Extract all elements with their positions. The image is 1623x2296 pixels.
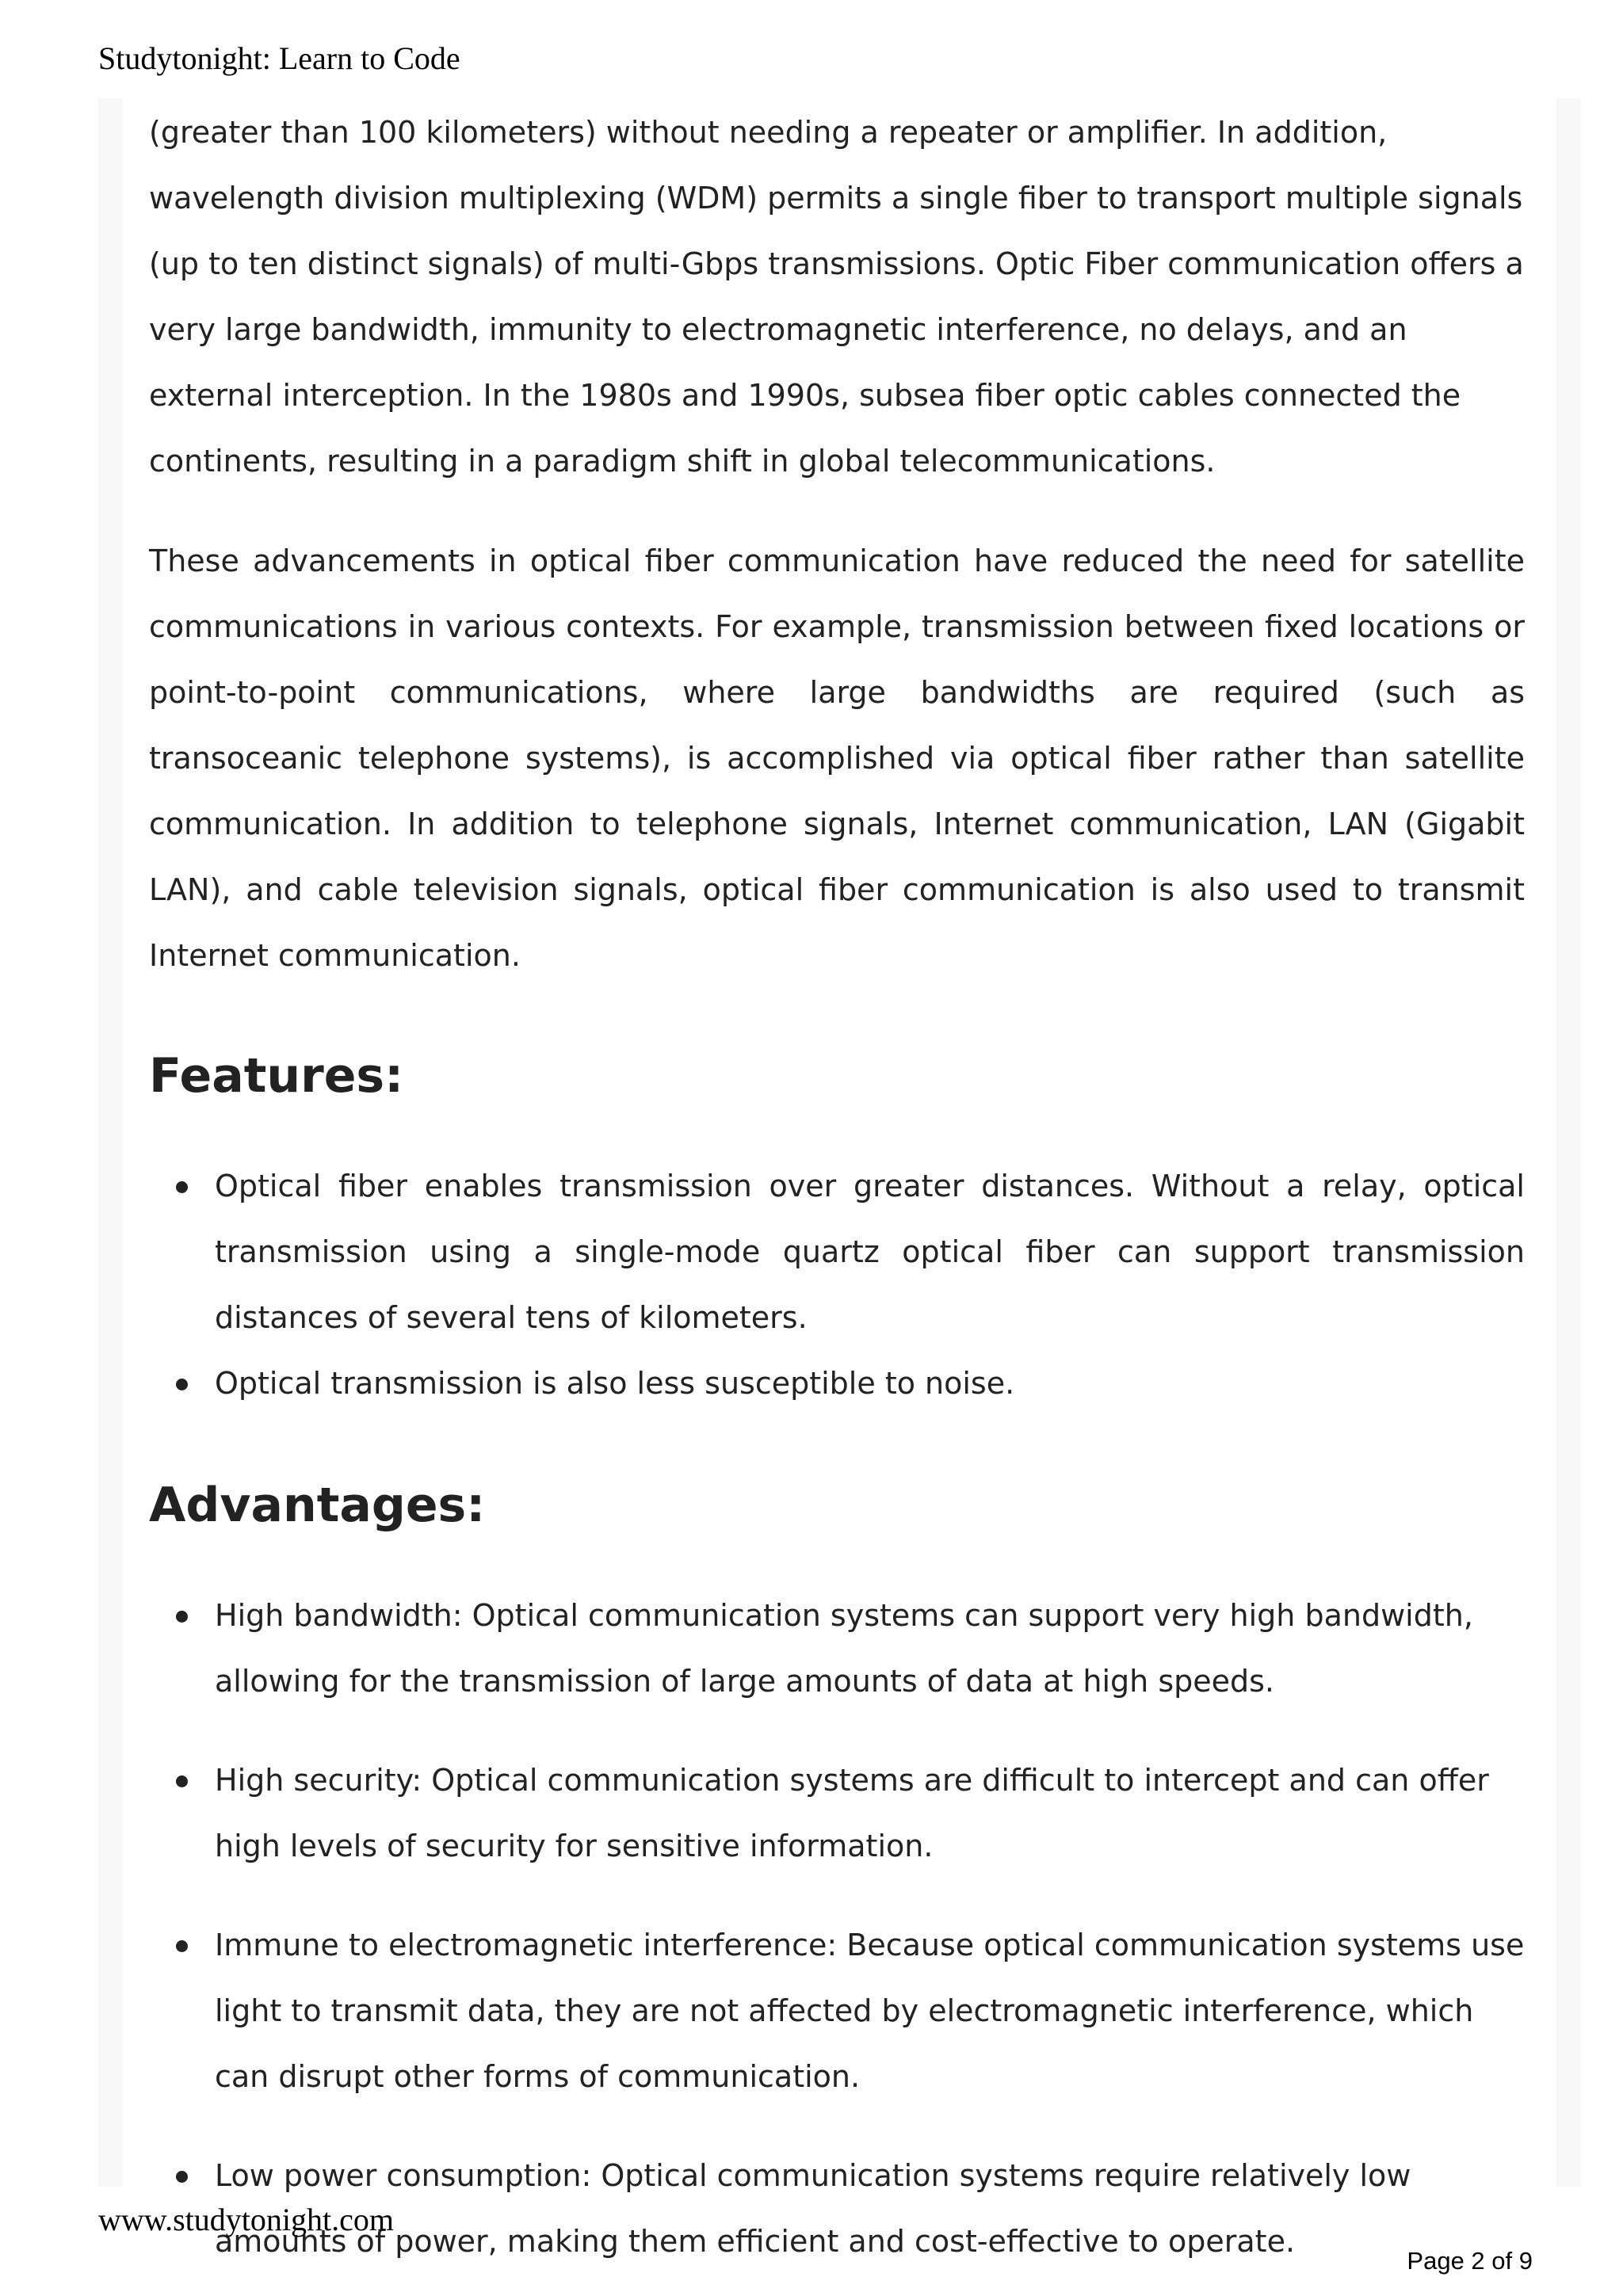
satellite-comparison-paragraph: These advancements in optical fiber communication have reduced the need for satellite communications in various contexts. For example, transmission between fixed locations or point-to-point communications, where large bandwidths are required (such as transoceanic telephone systems), is accomplished via optical fiber rather than satellite communication. In addition to telephone signals, Internet communication, LAN (Gigabit LAN), and cable television signals, optical fiber communication is also used to transmit Internet communication. [149, 543, 1525, 973]
list-item-text: Immune to electromagnetic interference: Because optical communication systems use light to transmit data, they are not affected by electromagnetic interference, which can disrupt other forms of communication. [215, 1928, 1525, 2094]
article-text-column [149, 98, 1525, 2275]
list-item [149, 1154, 1525, 1351]
list-item-text: Low power consumption: Optical communication systems require relatively low amounts of power, making them efficient and cost-effective to operate. [215, 2158, 1411, 2259]
list-item [149, 1748, 1525, 1879]
bullet-icon [176, 1940, 188, 1952]
features-list [149, 1154, 1525, 1417]
list-item [149, 1913, 1525, 2110]
page-number: Page 2 of 9 [1407, 2247, 1533, 2275]
print-header-title: Studytonight: Learn to Code [98, 40, 460, 76]
bullet-icon [176, 1775, 188, 1787]
list-item-text: High bandwidth: Optical communication systems can support very high bandwidth, allowing for the transmission of large amounts of data at high speeds. [215, 1598, 1473, 1699]
list-item-text: High security: Optical communication systems are difficult to intercept and can offer high levels of security for sensitive information. [215, 1763, 1489, 1863]
intro-paragraph: (greater than 100 kilometers) without needing a repeater or amplifier. In addition, wavelength division multiplexing (WDM) permits a single fiber to transport multiple signals (up to ten distinct signals) of multi-Gbps transmissions. Optic Fiber communication offers a very large bandwidth, immunity to electromagnetic interference, no delays, and an external interception. In the 1980s and 1990s, subsea fiber optic cables connected the continents, resulting in a paradigm shift in global telecommunications. [149, 115, 1524, 479]
bullet-icon [176, 2171, 188, 2183]
footer-url: www.studytonight.com [98, 2202, 394, 2237]
list-item-text: Optical transmission is also less susceptible to noise. [215, 1366, 1015, 1401]
bullet-icon [176, 1379, 188, 1390]
list-item [149, 1351, 1525, 1417]
list-item-text: Optical fiber enables transmission over greater distances. Without a relay, optical transmission using a single-mode quartz optical fiber can support transmission distances of several tens of kilometers. [215, 1169, 1525, 1335]
features-heading: Features: [149, 1048, 404, 1104]
advantages-list [149, 1583, 1525, 2275]
list-item [149, 1583, 1525, 1714]
bullet-icon [176, 1181, 188, 1193]
advantages-heading: Advantages: [149, 1478, 486, 1533]
bullet-icon [176, 1611, 188, 1623]
